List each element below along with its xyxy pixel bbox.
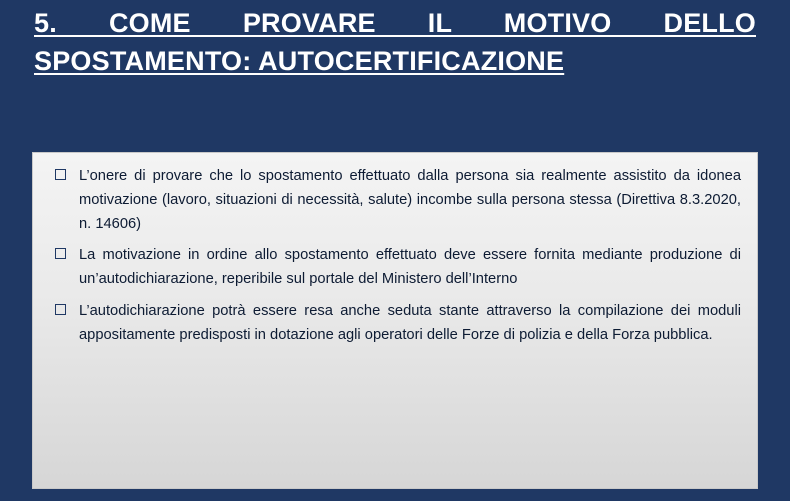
list-item xyxy=(47,165,741,236)
content-panel xyxy=(32,152,758,489)
square-bullet-icon xyxy=(55,248,66,259)
list-item-text: L’autodichiarazione potrà essere resa anche seduta stante attraverso la compilazione dei moduli appositamente predisposti in dotazione agli operatori delle Forze di polizia e della Forza pubblica. xyxy=(79,303,741,343)
bullet-list xyxy=(47,165,741,348)
page-title xyxy=(34,4,756,81)
list-item xyxy=(47,300,741,348)
square-bullet-icon xyxy=(55,304,66,315)
page-title-line-1: 5. COME PROVARE IL MOTIVO DELLO xyxy=(34,8,756,38)
page-title-line-2: SPOSTAMENTO: AUTOCERTIFICAZIONE xyxy=(34,46,565,77)
square-bullet-icon xyxy=(55,169,66,180)
slide-title-block xyxy=(34,4,756,81)
list-item-text: La motivazione in ordine allo spostamento effettuato deve essere fornita mediante produzione di un’autodichiarazione, reperibile sul portale del Ministero dell’Interno xyxy=(79,247,741,288)
list-item-text: L’onere di provare che lo spostamento effettuato dalla persona sia realmente assistito da idonea motivazione (lavoro, situazioni di necessità, salute) incombe sulla persona stessa (Direttiva 8.3.2020, n. 14606) xyxy=(79,168,741,232)
list-item xyxy=(47,244,741,292)
